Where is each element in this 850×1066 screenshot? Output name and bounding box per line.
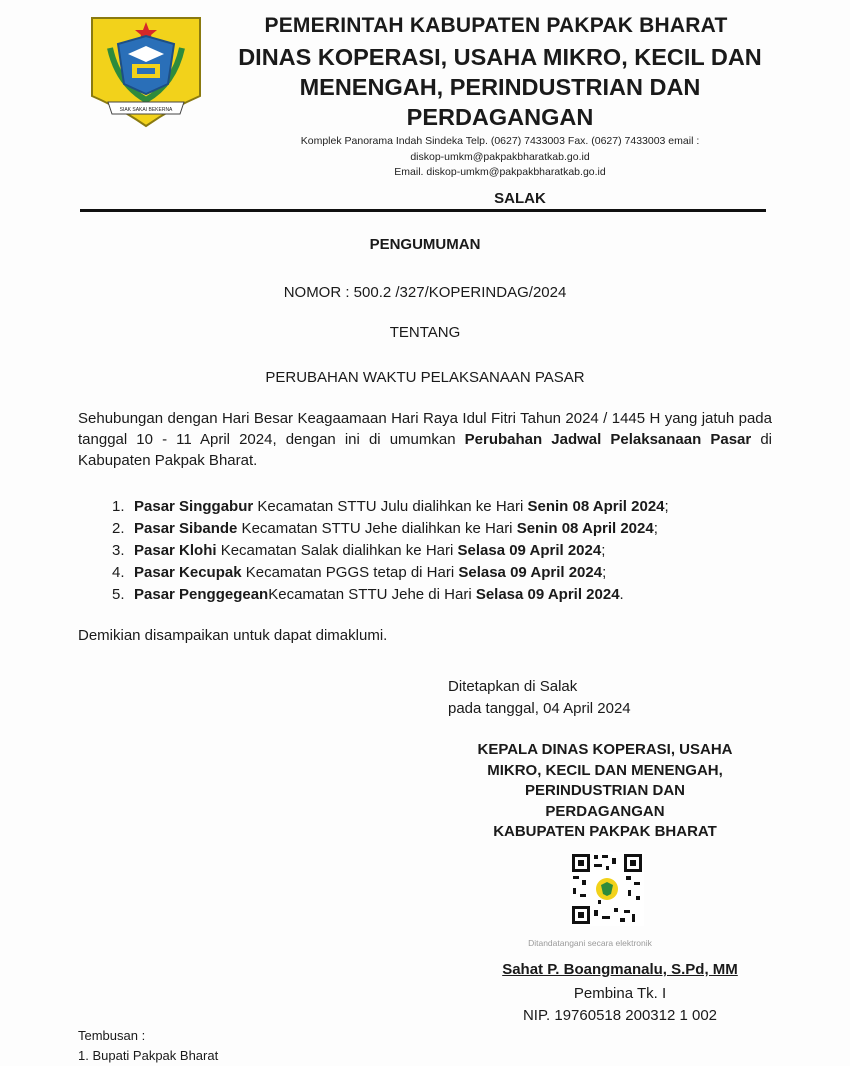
office-email: diskop-umkm@pakpakbharatkab.go.id — [410, 151, 590, 163]
office-address: Komplek Panorama Indah Sindeka Telp. (0627) 7433003 Fax. (0627) 7433003 email : — [300, 135, 700, 147]
list-item: 5. Pasar PenggegeanKecamatan STTU Jehe di Hari Selasa 09 April 2024. — [112, 586, 624, 603]
market-schedule-list — [112, 496, 772, 606]
intro-bold: Perubahan Jadwal Pelaksanaan Pasar — [464, 431, 752, 448]
cc-label: Tembusan : — [78, 1028, 146, 1043]
announcement-number: NOMOR : 500.2 /327/KOPERINDAG/2024 — [283, 284, 567, 301]
intro-paragraph — [78, 408, 772, 471]
emblem-caption: SIAK SAKAI BEKERNA — [119, 107, 173, 113]
signing-place: Ditetapkan di Salak — [448, 678, 578, 695]
list-item: 1. Pasar Singgabur Kecamatan STTU Julu dialihkan ke Hari Senin 08 April 2024; — [112, 498, 669, 515]
government-name: PEMERINTAH KABUPATEN PAKPAK BHARAT — [264, 14, 728, 37]
signing-date: pada tanggal, 04 April 2024 — [448, 700, 631, 717]
announcement-about: TENTANG — [389, 324, 461, 341]
closing-text: Demikian disampaikan untuk dapat dimaklumi. — [78, 627, 388, 644]
signatory-name: Sahat P. Boangmanalu, S.Pd, MM — [502, 961, 738, 978]
list-item: 4. Pasar Kecupak Kecamatan PGGS tetap di Hari Selasa 09 April 2024; — [112, 564, 607, 581]
announcement-title: PENGUMUMAN — [369, 236, 481, 253]
list-item: 2. Pasar Sibande Kecamatan STTU Jehe dialihkan ke Hari Senin 08 April 2024; — [112, 520, 658, 537]
signatory-nip: NIP. 19760518 200312 1 002 — [522, 1007, 718, 1024]
office-email-2: Email. diskop-umkm@pakpakbharatkab.go.id — [394, 166, 606, 178]
qr-code-signature — [570, 852, 644, 926]
department-name-line-2: MENENGAH, PERINDUSTRIAN DAN — [299, 74, 701, 100]
department-name-line-1: DINAS KOPERASI, USAHA MIKRO, KECIL DAN — [238, 44, 762, 70]
intro-text-2: di Kabupaten Pakpak Bharat. — [78, 431, 772, 469]
department-name-line-3: PERDAGANGAN — [406, 104, 594, 130]
cc-item: 1. Bupati Pakpak Bharat — [78, 1048, 219, 1063]
signatory-rank: Pembina Tk. I — [573, 985, 667, 1002]
regency-emblem-logo — [88, 14, 204, 128]
intro-text-1: Sehubungan dengan Hari Besar Keagaamaan Hari Raya Idul Fitri Tahun 2024 / 1445 H yang jatuh pada tanggal 10 - 11 April 2024, dengan ini di umumkan — [78, 410, 772, 448]
electronic-signature-note: Ditandatangani secara elektronik — [528, 938, 652, 948]
signatory-position: KEPALA DINAS KOPERASI, USAHA MIKRO, KECIL DAN MENENGAH, PERINDUSTRIAN DAN PERDAGANGAN KABUPATEN PAKPAK BHARAT — [477, 741, 733, 840]
list-item: 3. Pasar Klohi Kecamatan Salak dialihkan ke Hari Selasa 09 April 2024; — [112, 542, 606, 559]
announcement-subject: PERUBAHAN WAKTU PELAKSANAAN PASAR — [265, 369, 585, 386]
letterhead-city: SALAK — [494, 190, 546, 207]
letterhead-rule — [80, 209, 766, 212]
